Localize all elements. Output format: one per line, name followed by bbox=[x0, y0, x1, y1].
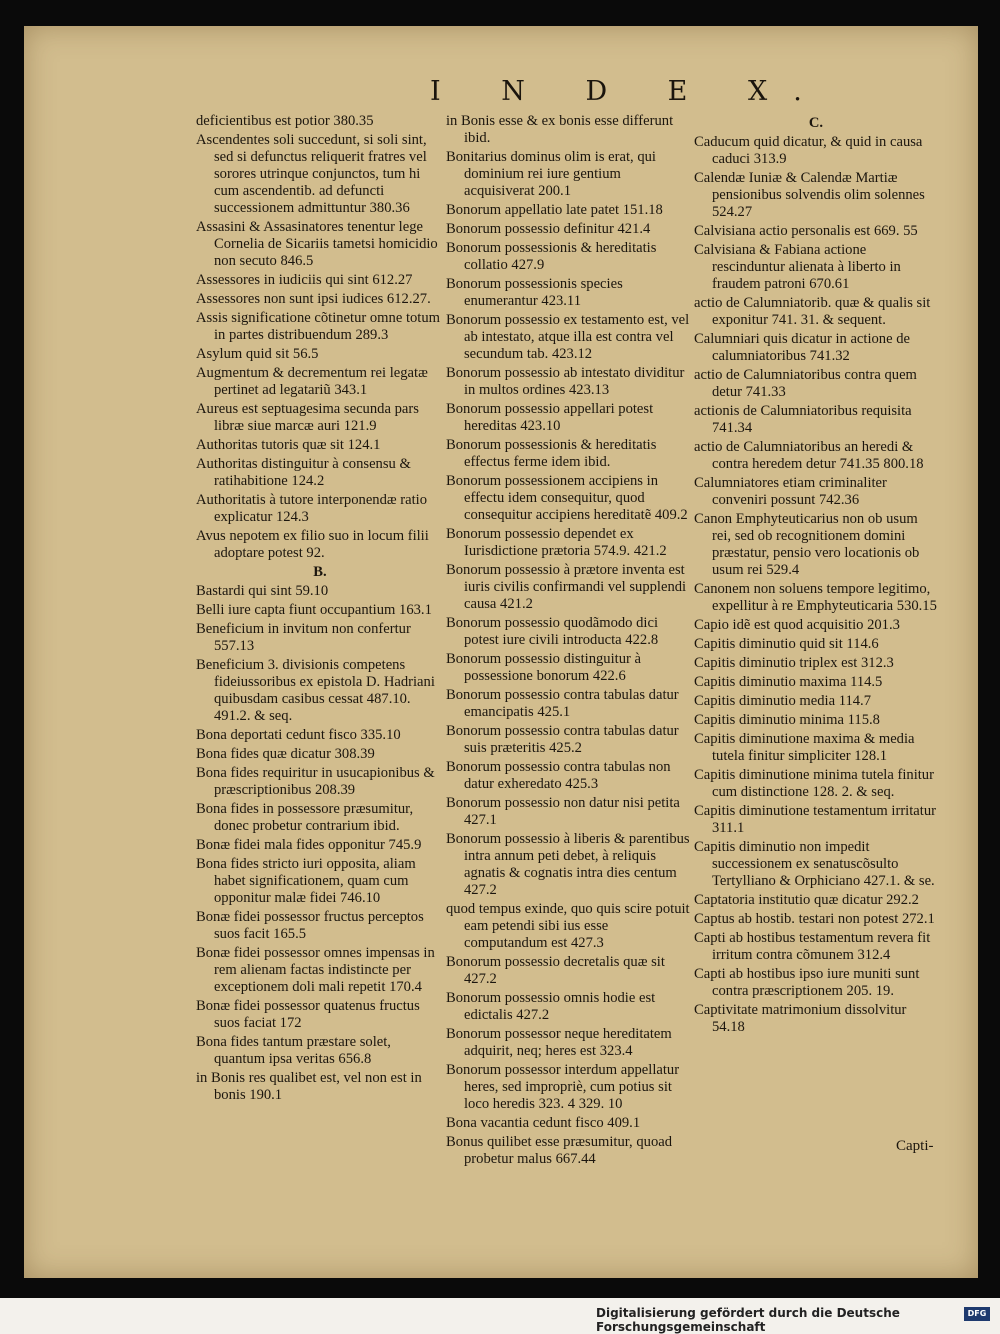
index-entry-wrap bbox=[196, 998, 444, 1032]
index-entry: Bona fides quæ dicatur 308.39 bbox=[196, 746, 375, 762]
index-entry-wrap bbox=[446, 990, 692, 1024]
index-entry-wrap bbox=[694, 693, 938, 710]
index-entry: Calendæ Iuniæ & Calendæ Martiæ pensionibus solvendis olim solennes 524.27 bbox=[694, 170, 925, 220]
index-entry-wrap bbox=[196, 132, 444, 217]
index-entry-wrap bbox=[196, 401, 444, 435]
index-entry: Capitis diminutio maxima 114.5 bbox=[694, 674, 883, 690]
index-entry: Bona fides in possessore præsumitur, donec probetur contrarium ibid. bbox=[196, 801, 414, 834]
index-entry: Augmentum & decrementum rei legatæ pertinet ad legatariũ 343.1 bbox=[196, 365, 428, 398]
index-entry-wrap bbox=[446, 149, 692, 200]
index-entry: Bona fides tantum præstare solet, quantum ipsa veritas 656.8 bbox=[196, 1034, 391, 1067]
footer-credit: Digitalisierung gefördert durch die Deutsche Forschungsgemeinschaft bbox=[596, 1306, 900, 1334]
index-entry: Canon Emphyteuticarius non ob usum rei, sed ob recognitionem domini præstatur, pensio vero locationis ob usum rei 529.4 bbox=[694, 511, 920, 578]
index-entry-wrap bbox=[446, 312, 692, 363]
index-entry-wrap bbox=[694, 892, 938, 909]
index-entry-wrap bbox=[694, 170, 938, 221]
index-entry: Bonitarius dominus olim is erat, qui dominium rei iure gentium acquisiverat 200.1 bbox=[446, 149, 656, 199]
index-entry-wrap bbox=[446, 954, 692, 988]
index-entry-wrap bbox=[196, 583, 444, 600]
index-entry-wrap bbox=[694, 223, 938, 240]
index-entry: Bonorum possessio omnis hodie est edictalis 427.2 bbox=[446, 990, 656, 1023]
index-entry-wrap bbox=[694, 636, 938, 653]
index-entry: Bona deportati cedunt fisco 335.10 bbox=[196, 727, 401, 743]
index-entry-wrap bbox=[446, 759, 692, 793]
index-entry: Authoritas tutoris quæ sit 124.1 bbox=[196, 437, 381, 453]
index-entry-wrap bbox=[694, 767, 938, 801]
index-entry-wrap bbox=[446, 473, 692, 524]
index-entry: Avus nepotem ex filio suo in locum filii adoptare potest 92. bbox=[196, 528, 429, 561]
index-entry: Asylum quid sit 56.5 bbox=[196, 346, 319, 362]
index-entry: Assis significatione cõtinetur omne totum in partes distribuendum 289.3 bbox=[196, 310, 441, 343]
index-entry-wrap bbox=[446, 1026, 692, 1060]
index-entry: Bonorum possessionem accipiens in effectu idem consequitur, quod consequitur accipiens hereditatẽ 409.2 bbox=[446, 473, 688, 523]
index-entry-wrap bbox=[694, 439, 938, 473]
dfg-logo: DFG bbox=[964, 1307, 990, 1321]
index-entry: Beneficium 3. divisionis competens fideiussoribus ex epistola D. Hadriani quibusdam casibus cessat 487.10. 491.2. & seq. bbox=[196, 657, 435, 724]
index-entry: Bonæ fidei mala fides opponitur 745.9 bbox=[196, 837, 422, 853]
index-entry-wrap bbox=[196, 492, 444, 526]
index-entry: Capitis diminutio minima 115.8 bbox=[694, 712, 880, 728]
index-entry-wrap bbox=[446, 401, 692, 435]
index-entry: Authoritatis à tutore interponendæ ratio explicatur 124.3 bbox=[196, 492, 428, 525]
index-entry: Beneficium in invitum non confertur 557.13 bbox=[196, 621, 411, 654]
index-entry-wrap bbox=[196, 1070, 444, 1104]
index-entry: in Bonis esse & ex bonis esse differunt ibid. bbox=[446, 113, 674, 146]
index-entry-wrap bbox=[446, 526, 692, 560]
index-entry-wrap bbox=[694, 403, 938, 437]
index-entry-wrap bbox=[694, 511, 938, 579]
index-entry-wrap bbox=[196, 801, 444, 835]
index-entry: Capti ab hostibus testamentum revera fit irritum contra cõmunem 312.4 bbox=[694, 930, 931, 963]
index-entry-wrap bbox=[446, 240, 692, 274]
index-entry: Bonorum possessor neque hereditatem adquirit, neq; heres est 323.4 bbox=[446, 1026, 672, 1059]
index-entry: actio de Calumniatoribus an heredi & contra heredem detur 741.35 800.18 bbox=[694, 439, 924, 472]
index-entry: actio de Calumniatorib. quæ & qualis sit exponitur 741. 31. & sequent. bbox=[694, 295, 931, 328]
index-column-2 bbox=[446, 113, 692, 1170]
index-entry-wrap bbox=[446, 276, 692, 310]
index-entry-wrap bbox=[446, 437, 692, 471]
index-entry: Bona fides requiritur in usucapionibus & præscriptionibus 208.39 bbox=[196, 765, 435, 798]
index-entry-wrap bbox=[446, 651, 692, 685]
index-entry-wrap bbox=[694, 581, 938, 615]
index-entry: Bonorum possessio ab intestato dividitur in multos ordines 423.13 bbox=[446, 365, 685, 398]
index-entry-wrap bbox=[694, 911, 938, 928]
index-entry: Belli iure capta fiunt occupantium 163.1 bbox=[196, 602, 432, 618]
index-entry-wrap bbox=[196, 856, 444, 907]
index-entry-wrap bbox=[694, 930, 938, 964]
index-entry: Bonorum possessio quodãmodo dici potest iure civili introducta 422.8 bbox=[446, 615, 659, 648]
index-entry: Bonorum possessio appellari potest hereditas 423.10 bbox=[446, 401, 654, 434]
index-entry-wrap bbox=[446, 202, 692, 219]
index-entry: Bonæ fidei possessor fructus perceptos suos facit 165.5 bbox=[196, 909, 424, 942]
index-entry: Capitis diminutione minima tutela finitur cum distinctione 128. 2. & seq. bbox=[694, 767, 934, 800]
index-entry-wrap bbox=[446, 723, 692, 757]
index-entry: Bonorum possessio non datur nisi petita 427.1 bbox=[446, 795, 680, 828]
index-entry-wrap bbox=[694, 839, 938, 890]
index-entry-wrap bbox=[196, 113, 444, 130]
index-entry: Bonorum possessio decretalis quæ sit 427.2 bbox=[446, 954, 665, 987]
index-entry-wrap bbox=[196, 837, 444, 854]
index-entry-wrap bbox=[694, 617, 938, 634]
index-entry: Assasini & Assasinatores tenentur lege Cornelia de Sicariis tametsi homicidio non secuto 846.5 bbox=[196, 219, 438, 269]
index-entry-wrap bbox=[196, 602, 444, 619]
index-entry-wrap bbox=[446, 615, 692, 649]
index-entry: Bonorum appellatio late patet 151.18 bbox=[446, 202, 663, 218]
index-entry: Bona fides stricto iuri opposita, aliam habet significationem, quam cum opponitur malæ fidei 746.10 bbox=[196, 856, 416, 906]
index-entry: Capitis diminutio quid sit 114.6 bbox=[694, 636, 879, 652]
index-entry: Capitis diminutio non impedit successionem ex senatuscõsulto Tertylliano & Orphiciano 427.1. & se. bbox=[694, 839, 935, 889]
index-entry-wrap bbox=[446, 795, 692, 829]
index-entry: Bona vacantia cedunt fisco 409.1 bbox=[446, 1115, 641, 1131]
index-entry-wrap bbox=[196, 365, 444, 399]
index-entry: Assessores in iudiciis qui sint 612.27 bbox=[196, 272, 413, 288]
index-entry: Bonorum possessio à prætore inventa est iuris civilis confirmandi vel supplendi causa 421.2 bbox=[446, 562, 687, 612]
index-entry: deficientibus est potior 380.35 bbox=[196, 113, 374, 129]
index-entry: Authoritas distinguitur à consensu & ratihabitione 124.2 bbox=[196, 456, 411, 489]
index-entry: Bonorum possessio contra tabulas non datur exheredato 425.3 bbox=[446, 759, 671, 792]
index-entry: Captus ab hostib. testari non potest 272.1 bbox=[694, 911, 935, 927]
catchword: Capti- bbox=[896, 1138, 934, 1154]
index-entry-wrap bbox=[196, 219, 444, 270]
index-entry-wrap bbox=[694, 655, 938, 672]
index-entry-wrap bbox=[694, 331, 938, 365]
index-entry-wrap bbox=[694, 475, 938, 509]
index-entry: Captivitate matrimonium dissolvitur 54.18 bbox=[694, 1002, 907, 1035]
index-entry: Assessores non sunt ipsi iudices 612.27. bbox=[196, 291, 431, 307]
index-entry-wrap bbox=[694, 367, 938, 401]
index-entry-wrap bbox=[694, 242, 938, 293]
index-entry-wrap bbox=[196, 945, 444, 996]
index-entry: Bonorum possessor interdum appellatur heres, sed impropriè, cum potius sit loco heredis 323. 4 329. 10 bbox=[446, 1062, 680, 1112]
index-entry: Captatoria institutio quæ dicatur 292.2 bbox=[694, 892, 919, 908]
index-entry: Calumniari quis dicatur in actione de calumniatoribus 741.32 bbox=[694, 331, 911, 364]
index-entry: Ascendentes soli succedunt, si soli sint, sed si defunctus reliquerit fratres vel sorores utrinque conjunctos, tum hi cum ascendentib. ad defuncti successionem admittuntur 380.36 bbox=[196, 132, 427, 216]
index-entry-wrap bbox=[196, 657, 444, 725]
index-entry-wrap bbox=[694, 966, 938, 1000]
index-entry-wrap bbox=[196, 765, 444, 799]
index-entry: Bastardi qui sint 59.10 bbox=[196, 583, 329, 599]
index-column-1 bbox=[196, 113, 444, 1106]
index-entry-wrap bbox=[694, 134, 938, 168]
index-entry-wrap bbox=[694, 803, 938, 837]
index-entry-wrap bbox=[196, 528, 444, 562]
index-entry: Bonæ fidei possessor omnes impensas in rem alienam factas indistincte per exceptionem doli mali repetit 170.4 bbox=[196, 945, 435, 995]
index-entry: Bonorum possessio contra tabulas datur suis præteritis 425.2 bbox=[446, 723, 679, 756]
index-entry: Aureus est septuagesima secunda pars libræ siue marcæ auri 121.9 bbox=[196, 401, 419, 434]
index-entry: Bonorum possessio contra tabulas datur emancipatis 425.1 bbox=[446, 687, 679, 720]
index-entry: quod tempus exinde, quo quis scire potuit eam petendi sibi ius esse computandum est 427.3 bbox=[446, 901, 690, 951]
index-entry-wrap bbox=[196, 727, 444, 744]
index-entry-wrap bbox=[446, 687, 692, 721]
index-entry: Bonorum possessio dependet ex Iurisdictione prætoria 574.9. 421.2 bbox=[446, 526, 667, 559]
index-entry: Bonorum possessio distinguitur à possessione bonorum 422.6 bbox=[446, 651, 641, 684]
index-entry: Capitis diminutione maxima & media tutela finitur simpliciter 128.1 bbox=[694, 731, 915, 764]
index-entry-wrap bbox=[196, 437, 444, 454]
index-entry: Capitis diminutio media 114.7 bbox=[694, 693, 872, 709]
index-entry: Canonem non soluens tempore legitimo, expellitur à re Emphyteuticaria 530.15 bbox=[694, 581, 937, 614]
index-entry: actionis de Calumniatoribus requisita 741.34 bbox=[694, 403, 912, 436]
index-entry: Bonorum possessio definitur 421.4 bbox=[446, 221, 651, 237]
index-entry-wrap bbox=[446, 1134, 692, 1168]
index-entry-wrap bbox=[446, 113, 692, 147]
index-entry: Capitis diminutione testamentum irritatur 311.1 bbox=[694, 803, 936, 836]
index-entry-wrap bbox=[196, 456, 444, 490]
index-entry-wrap bbox=[694, 295, 938, 329]
index-entry-wrap bbox=[196, 291, 444, 308]
index-entry: actio de Calumniatoribus contra quem detur 741.33 bbox=[694, 367, 917, 400]
index-entry: Bonorum possessionis & hereditatis effectus ferme idem ibid. bbox=[446, 437, 657, 470]
index-entry-wrap bbox=[196, 909, 444, 943]
index-entry-wrap bbox=[446, 562, 692, 613]
index-entry-wrap bbox=[196, 746, 444, 763]
section-letter: B. bbox=[313, 564, 327, 580]
index-entry-wrap bbox=[196, 346, 444, 363]
index-entry-wrap bbox=[446, 831, 692, 899]
index-entry: Capio idẽ est quod acquisitio 201.3 bbox=[694, 617, 900, 633]
index-entry: Capitis diminutio triplex est 312.3 bbox=[694, 655, 894, 671]
index-entry: Capti ab hostibus ipso iure muniti sunt contra præscriptionem 205. 19. bbox=[694, 966, 920, 999]
index-entry: Bonorum possessionis & hereditatis collatio 427.9 bbox=[446, 240, 657, 273]
page-title: I N D E X. bbox=[430, 76, 828, 107]
index-entry-wrap bbox=[196, 1034, 444, 1068]
index-entry-wrap bbox=[446, 1115, 692, 1132]
index-entry-wrap bbox=[446, 1062, 692, 1113]
index-entry: Bonorum possessionis species enumerantur 423.11 bbox=[446, 276, 623, 309]
index-entry: Bonus quilibet esse præsumitur, quoad probetur malus 667.44 bbox=[446, 1134, 673, 1167]
index-entry: Calumniatores etiam criminaliter conveniri possunt 742.36 bbox=[694, 475, 887, 508]
section-letter: C. bbox=[808, 115, 824, 131]
index-entry-wrap bbox=[196, 621, 444, 655]
index-entry: Bonorum possessio ex testamento est, vel ab intestato, atque illa est contra vel secundum tab. 423.12 bbox=[446, 312, 690, 362]
index-entry: Caducum quid dicatur, & quid in causa caduci 313.9 bbox=[694, 134, 923, 167]
index-entry-wrap bbox=[196, 272, 444, 289]
index-entry-wrap bbox=[694, 1002, 938, 1036]
index-column-3 bbox=[694, 113, 938, 1038]
index-entry: Calvisiana actio personalis est 669. 55 bbox=[694, 223, 918, 239]
index-entry: in Bonis res qualibet est, vel non est in bonis 190.1 bbox=[196, 1070, 422, 1103]
index-entry-wrap bbox=[694, 674, 938, 691]
index-entry-wrap bbox=[694, 731, 938, 765]
bottom-border bbox=[0, 1278, 1000, 1298]
index-entry-wrap bbox=[446, 221, 692, 238]
index-entry: Calvisiana & Fabiana actione rescinduntur alienata à liberto in fraudem patroni 670.61 bbox=[694, 242, 901, 292]
index-entry-wrap bbox=[446, 901, 692, 952]
index-entry-wrap bbox=[694, 712, 938, 729]
index-entry-wrap bbox=[196, 310, 444, 344]
index-entry: Bonæ fidei possessor quatenus fructus suos faciat 172 bbox=[196, 998, 420, 1031]
index-entry: Bonorum possessio à liberis & parentibus intra annum peti debet, à reliquis agnatis & cognatis intra dies centum 427.2 bbox=[446, 831, 690, 898]
index-entry-wrap bbox=[446, 365, 692, 399]
